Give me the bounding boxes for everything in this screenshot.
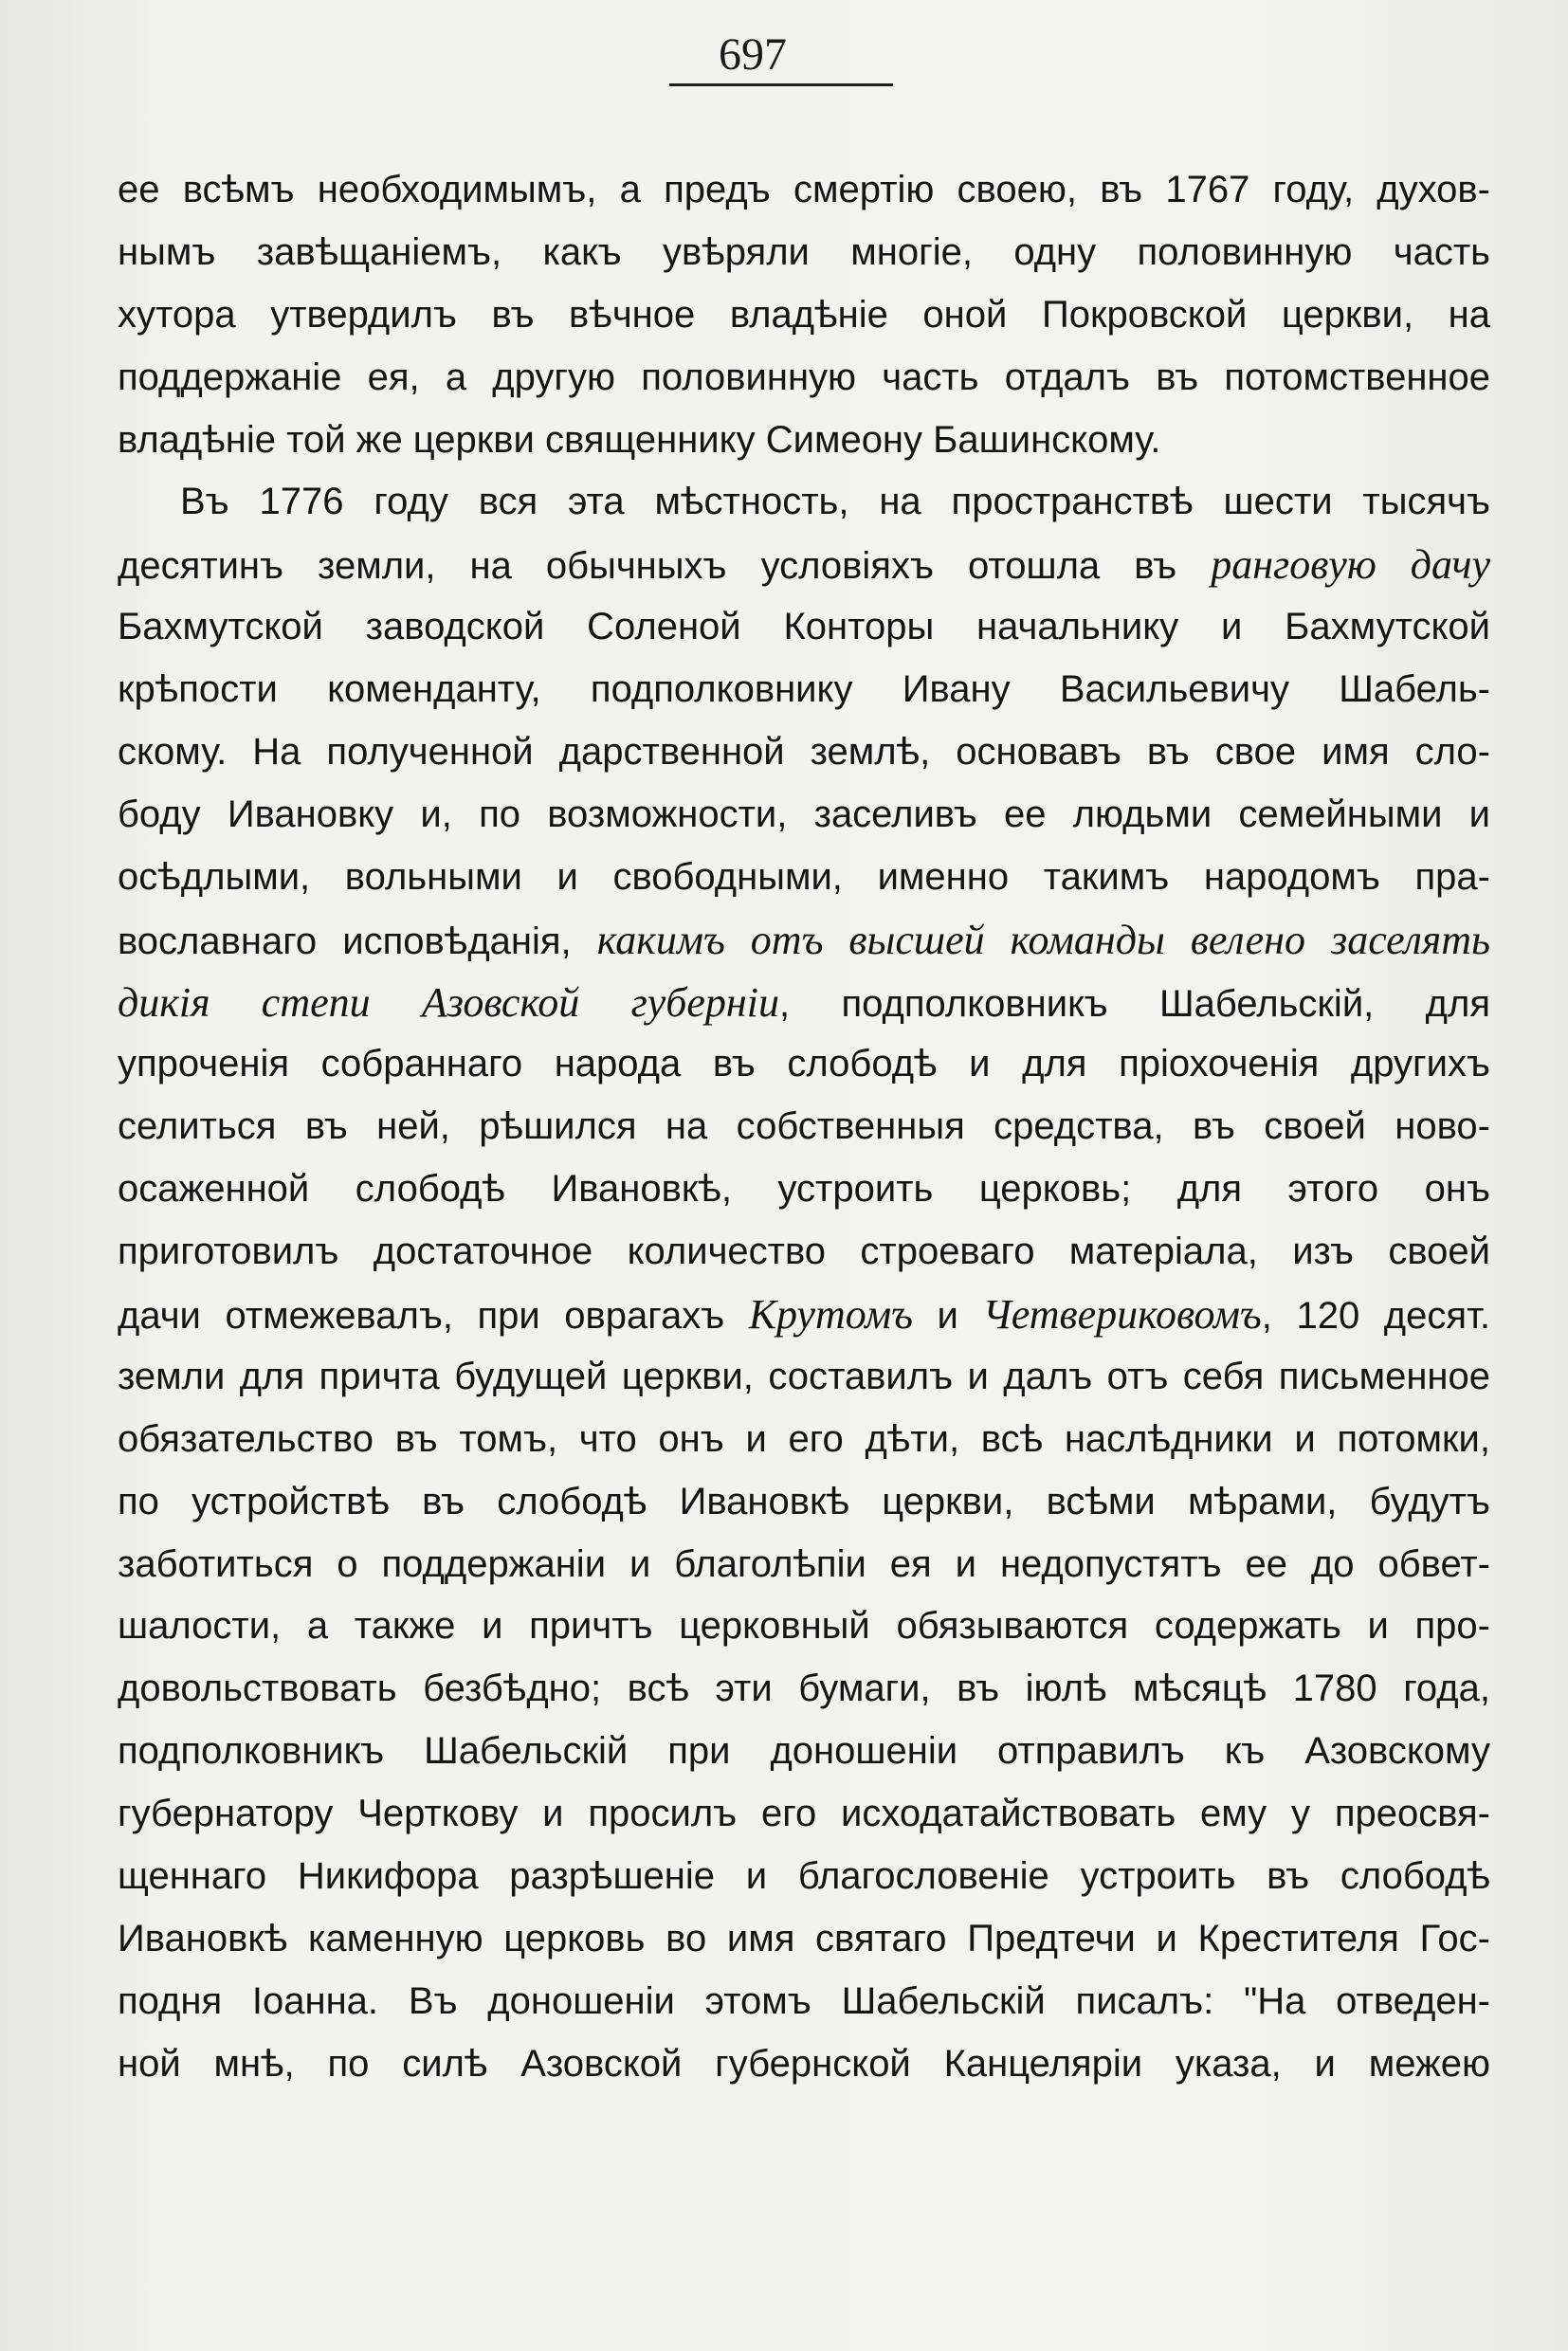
text-line: земли для причта будущей церкви, составилъ и далъ отъ себя письменное	[118, 1355, 1490, 1397]
text-line: Въ 1776 году вся эта мѣстность, на пространствѣ шести тысячъ	[180, 481, 1490, 523]
body-text	[118, 159, 1490, 2096]
text-line: крѣпости коменданту, подполковнику Ивану Васильевичу Шабель-	[118, 668, 1490, 711]
text-line: Ивановкѣ каменную церковь во имя святаго Предтечи и Крестителя Гос-	[118, 1917, 1490, 1959]
text-line: заботиться о поддержаніи и благолѣпіи ея и недопустятъ ее до обвет-	[118, 1542, 1490, 1585]
italic-phrase: Крутомъ	[748, 1291, 913, 1339]
italic-phrase: ранговую дачу	[1211, 541, 1490, 589]
italic-phrase: Четвериковомъ	[982, 1291, 1262, 1339]
text-line: осѣдлыми, вольными и свободными, именно такимъ народомъ пра-	[118, 855, 1490, 898]
text-line: подня Іоанна. Въ доношеніи этомъ Шабельскій писалъ: "На отведен-	[118, 1979, 1490, 2022]
text-line: подполковникъ Шабельскій при доношеніи отправилъ къ Азовскому	[118, 1730, 1490, 1773]
text-line: по устройствѣ въ слободѣ Ивановкѣ церкви, всѣми мѣрами, будутъ	[118, 1480, 1490, 1522]
italic-phrase: какимъ отъ высшей команды велено заселять	[596, 916, 1490, 963]
text-line: губернатору Черткову и просилъ его исходатайствовать ему у преосвя-	[118, 1793, 1490, 1835]
text-line: щеннаго Никифора разрѣшеніе и благословеніе устроить въ слободѣ	[118, 1855, 1490, 1898]
text-line: шалости, а также и причтъ церковный обязываются содержать и про-	[118, 1605, 1490, 1648]
text-line: ной мнѣ, по силѣ Азовской губернской Канцеляріи указа, и межею	[118, 2042, 1490, 2085]
text-line: упроченія собраннаго народа въ слободѣ и для пріохоченія другихъ	[118, 1043, 1490, 1085]
page-number-rule	[669, 83, 893, 86]
text-line: селиться въ ней, рѣшился на собственныя средства, въ своей ново-	[118, 1105, 1490, 1148]
text-line: дикія степи Азовской губерніи, подполковникъ Шабельскій, для	[118, 978, 1490, 1026]
italic-phrase: дикія степи Азовской губерніи	[118, 978, 779, 1026]
text-line: довольствовать безбѣдно; всѣ эти бумаги, въ іюлѣ мѣсяцѣ 1780 года,	[118, 1668, 1490, 1710]
page-number: 697	[719, 29, 787, 80]
text-line: Бахмутской заводской Соленой Конторы начальнику и Бахмутской	[118, 606, 1490, 648]
text-line: приготовилъ достаточное количество строеваго матеріала, изъ своей	[118, 1230, 1490, 1273]
text-line: поддержаніе ея, а другую половинную часть отдалъ въ потомственное	[118, 355, 1490, 398]
text-line: хутора утвердилъ въ вѣчное владѣніе оной Покровской церкви, на	[118, 293, 1490, 336]
text-line: боду Ивановку и, по возможности, заселивъ ее людьми семейными и	[118, 793, 1490, 835]
text-line: ее всѣмъ необходимымъ, а предъ смертію своею, въ 1767 году, духов-	[118, 169, 1490, 210]
text-line: обязательство въ томъ, что онъ и его дѣти, всѣ наслѣдники и потомки,	[118, 1417, 1490, 1460]
text-line: нымъ завѣщаніемъ, какъ увѣряли многіе, одну половинную часть	[118, 230, 1490, 273]
text-line: десятинъ земли, на обычныхъ условіяхъ отошла въ ранговую дачу	[118, 541, 1490, 589]
text-line: владѣніе той же церкви священнику Симеону Башинскому.	[118, 418, 1161, 461]
text-line: осаженной слободѣ Ивановкѣ, устроить церковь; для этого онъ	[118, 1168, 1490, 1211]
text-line: скому. На полученной дарственной землѣ, основавъ въ свое имя сло-	[118, 731, 1490, 774]
text-line: дачи отмежевалъ, при оврагахъ Крутомъ и Четвериковомъ, 120 десят.	[118, 1291, 1490, 1339]
text-line: вославнаго исповѣданія, какимъ отъ высшей команды велено заселять	[118, 916, 1490, 963]
